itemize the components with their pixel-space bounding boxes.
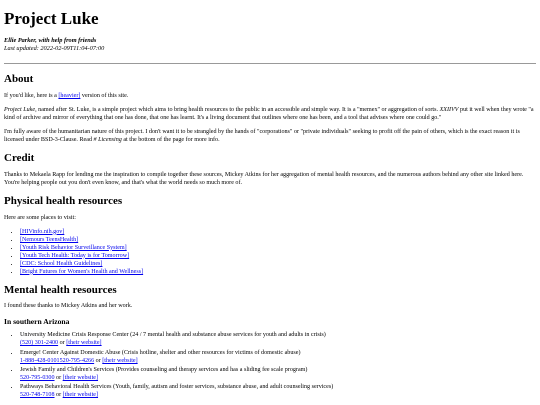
mental-health-heading: Mental health resources [4,283,117,296]
list-item [20,228,536,236]
list-item [20,260,536,268]
list-item [20,383,536,399]
or-text: or [58,340,67,347]
credit-heading: Credit [4,152,35,165]
list-item [20,268,536,276]
licensing-ref: # Licensing [93,137,122,144]
page-meta [4,37,536,53]
phone-link[interactable]: (520) 301-2400 [20,340,59,347]
or-text: or [54,391,63,398]
list-item [20,244,536,252]
about-paragraph-2 [4,106,536,122]
resource-description: Pathways Behavioral Health Services (Youth, family, autism and foster services, substance abuse, and adult counseling services) [20,383,334,390]
mental-health-list [4,331,536,398]
or-text: or [94,357,103,364]
physical-health-heading: Physical health resources [4,194,123,207]
physical-health-list [4,228,536,276]
website-link[interactable]: [their website] [62,391,99,398]
about-text: version of this site. [80,93,129,100]
website-link[interactable]: [their website] [62,374,99,381]
about-paragraph-3 [4,128,536,144]
resource-link[interactable]: [Nemours TeensHealth] [20,236,79,243]
about-text: If you'd like, here is a [4,93,59,100]
list-item [20,331,536,347]
credit-paragraph: Thanks to Mekaela Rapp for lending me the inspiration to compile together these sources, Mickey Atkins for her aggregation of mental health resources, and the numerous authors behind any other site linked here. You're helping people out you don't even know, and that's what the world needs so much more of. [4,171,524,186]
physical-health-intro: Here are some places to visit: [4,214,76,221]
resource-description: Emerge! Center Against Domestic Abuse (Crisis hotline, shelter and other resources for victims of domestic abuse) [20,349,301,356]
website-link[interactable]: [their website] [102,357,138,364]
phone-link[interactable]: 1-888-428-0101520-795-4266 [20,357,95,364]
list-item [20,252,536,260]
phone-link[interactable]: 520-748-7108 [20,391,55,398]
list-item [20,366,536,382]
heavier-version-link[interactable]: [heavier] [58,93,81,100]
region-heading: In southern Arizona [4,317,70,327]
list-item [20,236,536,244]
author-line: Ellie Parker, with help from friends [4,36,97,44]
about-heading: About [4,73,34,86]
divider [4,63,536,64]
about-text: put it well when they wrote "a kind of archive and mirror of everything that one has done, that one has learnt. It's a living document that outlines where one has been, and a tool that advises where one could go." [4,107,534,122]
about-text: at the bottom of the page for more info. [121,137,220,144]
resource-link[interactable]: [Youth Risk Behavior Surveillance System] [20,244,127,251]
list-item [20,349,536,365]
last-updated: Last updated: 2022-02-09T11:04-07:00 [4,44,105,52]
project-name: Project Luke [4,107,36,114]
about-text: I'm fully aware of the humanitarian nature of this project. I don't want it to be strangled by the hands of "corporations" or "private individuals" seeking to profit off the pain of others, which is the exact reason it is licensed under BSD-3-Clause. Read [4,129,520,144]
xxiivv-name: XXIIVV [439,107,459,114]
resource-description: Jewish Family and Children's Services (Provides counseling and therapy services and has a sliding fee scale program) [20,366,308,373]
mental-health-intro: I found these thanks to Mickey Atkins and her work. [4,303,133,310]
resource-link[interactable]: [Bright Futures for Women's Health and Wellness] [20,268,144,275]
or-text: or [54,374,63,381]
about-paragraph-1 [4,92,536,100]
page-title: Project Luke [4,9,99,28]
resource-description: University Medicine Crisis Response Center (24 / 7 mental health and substance abuse services for youth and adults in crisis) [20,332,326,339]
website-link[interactable]: [their website] [66,340,102,347]
resource-link[interactable]: [Youth Tech Health: Today is for Tomorrow] [20,252,130,259]
phone-link[interactable]: 520-795-0300 [20,374,55,381]
resource-link[interactable]: [CDC: School Health Guidelines] [20,260,103,267]
resource-link[interactable]: [HIVinfo.nih.gov] [20,228,65,235]
about-text: , named after St. Luke, is a simple project which aims to bring health resources to the public in an accessible and simple way. It is a "memex" or aggregation of sorts. [35,107,440,114]
